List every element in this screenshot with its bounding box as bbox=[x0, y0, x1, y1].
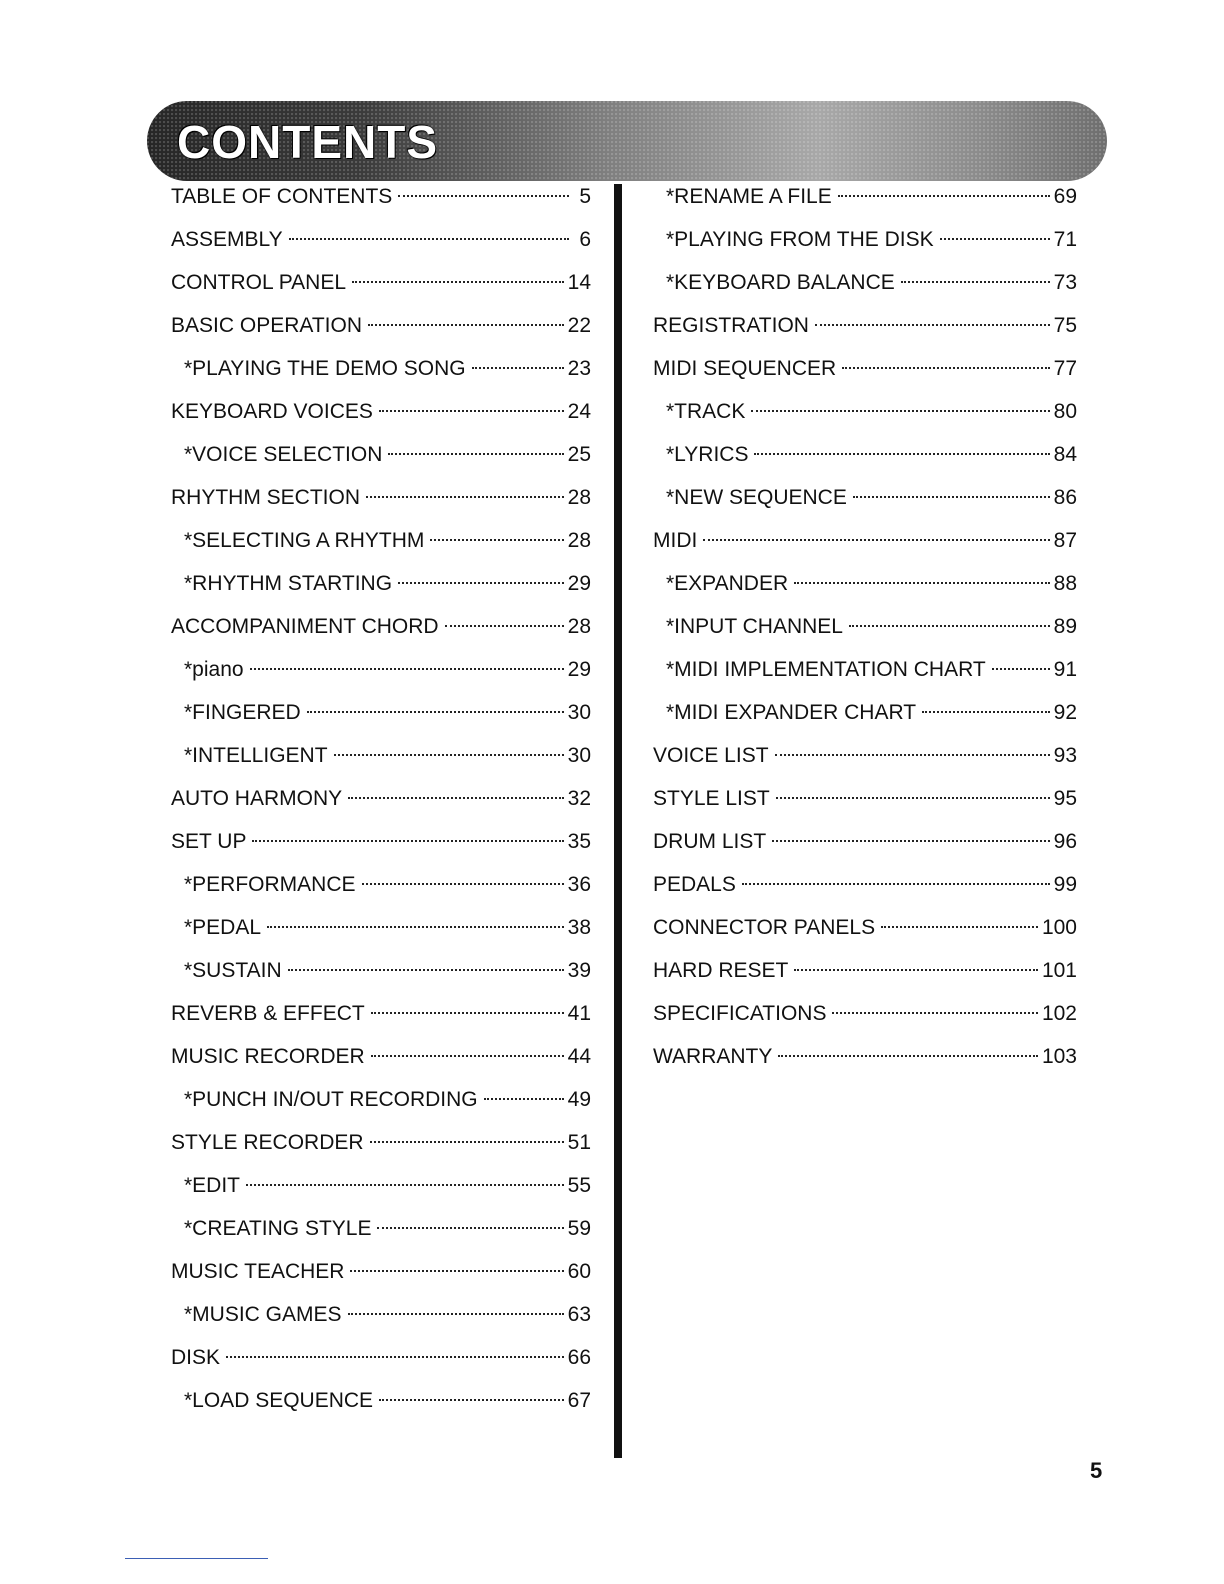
toc-entry-page: 93 bbox=[1053, 744, 1077, 767]
toc-leader-dots bbox=[289, 238, 569, 240]
toc-entry-label: VOICE LIST bbox=[653, 744, 769, 767]
toc-leader-dots bbox=[922, 711, 1050, 713]
toc-entry[interactable] bbox=[653, 906, 1077, 949]
toc-leader-dots bbox=[445, 625, 564, 627]
toc-leader-dots bbox=[472, 367, 564, 369]
toc-entry-page: 28 bbox=[567, 486, 591, 509]
toc-entry-page: 99 bbox=[1053, 873, 1077, 896]
toc-leader-dots bbox=[371, 1055, 564, 1057]
toc-entry-page: 80 bbox=[1053, 400, 1077, 423]
toc-leader-dots bbox=[794, 969, 1038, 971]
toc-entry[interactable] bbox=[171, 390, 591, 433]
toc-entry-label: MUSIC RECORDER bbox=[171, 1045, 365, 1068]
toc-entry-label: *INTELLIGENT bbox=[184, 744, 328, 767]
toc-entry-label: *EDIT bbox=[184, 1174, 241, 1197]
toc-entry-page: 103 bbox=[1041, 1045, 1077, 1068]
toc-entry-page: 73 bbox=[1053, 271, 1077, 294]
toc-entry-label: KEYBOARD VOICES bbox=[171, 400, 373, 423]
toc-entry-label: *CREATING STYLE bbox=[184, 1217, 372, 1240]
toc-entry-page: 91 bbox=[1053, 658, 1077, 681]
toc-leader-dots bbox=[252, 840, 563, 842]
toc-entry-label: MUSIC TEACHER bbox=[171, 1260, 345, 1283]
toc-leader-dots bbox=[398, 582, 564, 584]
toc-entry[interactable] bbox=[653, 863, 1077, 906]
toc-entry-label: *KEYBOARD BALANCE bbox=[666, 271, 895, 294]
toc-entry[interactable] bbox=[653, 648, 1077, 691]
toc-entry-label: DRUM LIST bbox=[653, 830, 767, 853]
toc-entry-label: REVERB & EFFECT bbox=[171, 1002, 365, 1025]
toc-leader-dots bbox=[838, 195, 1050, 197]
toc-entry-label: *SELECTING A RHYTHM bbox=[184, 529, 425, 552]
toc-entry-label: *SUSTAIN bbox=[184, 959, 282, 982]
toc-entry-page: 63 bbox=[567, 1303, 591, 1326]
toc-entry-label: TABLE OF CONTENTS bbox=[171, 185, 393, 208]
toc-leader-dots bbox=[849, 625, 1050, 627]
toc-leader-dots bbox=[370, 1141, 564, 1143]
page-title: CONTENTS bbox=[177, 116, 438, 168]
toc-leader-dots bbox=[362, 883, 564, 885]
toc-entry-page: 32 bbox=[567, 787, 591, 810]
toc-entry-page: 59 bbox=[567, 1217, 591, 1240]
toc-entry[interactable] bbox=[653, 218, 1077, 261]
toc-entry[interactable] bbox=[653, 390, 1077, 433]
toc-entry-label: *MIDI IMPLEMENTATION CHART bbox=[666, 658, 986, 681]
toc-entry-label: MIDI SEQUENCER bbox=[653, 357, 837, 380]
toc-entry-label: *piano bbox=[184, 658, 244, 681]
toc-leader-dots bbox=[775, 754, 1050, 756]
page-number: 5 bbox=[1090, 1458, 1103, 1483]
toc-entry-page: 6 bbox=[579, 228, 591, 251]
toc-entry-page: 41 bbox=[567, 1002, 591, 1025]
toc-leader-dots bbox=[430, 539, 563, 541]
toc-entry-page: 102 bbox=[1041, 1002, 1077, 1025]
toc-entry-label: *MUSIC GAMES bbox=[184, 1303, 342, 1326]
toc-entry[interactable] bbox=[171, 1293, 591, 1336]
toc-entry-page: 23 bbox=[567, 357, 591, 380]
toc-entry-page: 22 bbox=[567, 314, 591, 337]
toc-entry-page: 44 bbox=[567, 1045, 591, 1068]
toc-entry-label: WARRANTY bbox=[653, 1045, 773, 1068]
toc-entry-label: HARD RESET bbox=[653, 959, 789, 982]
toc-entry-page: 77 bbox=[1053, 357, 1077, 380]
toc-entry-page: 75 bbox=[1053, 314, 1077, 337]
toc-entry-label: ASSEMBLY bbox=[171, 228, 283, 251]
toc-leader-dots bbox=[940, 238, 1050, 240]
toc-entry-label: AUTO HARMONY bbox=[171, 787, 343, 810]
toc-entry-page: 69 bbox=[1053, 185, 1077, 208]
toc-entry-label: REGISTRATION bbox=[653, 314, 809, 337]
toc-entry-page: 89 bbox=[1053, 615, 1077, 638]
toc-leader-dots bbox=[388, 453, 563, 455]
toc-entry[interactable] bbox=[171, 734, 591, 777]
toc-entry[interactable] bbox=[653, 519, 1077, 562]
toc-entry[interactable] bbox=[653, 777, 1077, 820]
toc-entry-label: ACCOMPANIMENT CHORD bbox=[171, 615, 439, 638]
toc-leader-dots bbox=[226, 1356, 564, 1358]
toc-leader-dots bbox=[772, 840, 1049, 842]
toc-entry-label: SPECIFICATIONS bbox=[653, 1002, 827, 1025]
footer-rule bbox=[125, 1558, 268, 1559]
toc-entry[interactable] bbox=[653, 347, 1077, 390]
toc-leader-dots bbox=[246, 1184, 564, 1186]
toc-entry-label: *VOICE SELECTION bbox=[184, 443, 383, 466]
toc-entry[interactable] bbox=[171, 605, 591, 648]
toc-entry-label: BASIC OPERATION bbox=[171, 314, 362, 337]
toc-entry[interactable] bbox=[653, 691, 1077, 734]
toc-leader-dots bbox=[350, 1270, 563, 1272]
toc-entry-page: 36 bbox=[567, 873, 591, 896]
toc-entry-label: *PEDAL bbox=[184, 916, 262, 939]
toc-entry-label: *PERFORMANCE bbox=[184, 873, 356, 896]
toc-entry[interactable] bbox=[653, 433, 1077, 476]
toc-leader-dots bbox=[881, 926, 1038, 928]
toc-entry-page: 38 bbox=[567, 916, 591, 939]
toc-entry-page: 29 bbox=[567, 572, 591, 595]
toc-entry[interactable] bbox=[171, 1207, 591, 1250]
contents-banner bbox=[147, 101, 1107, 181]
toc-leader-dots bbox=[776, 797, 1050, 799]
toc-leader-dots bbox=[751, 410, 1049, 412]
toc-entry-label: DISK bbox=[171, 1346, 221, 1369]
toc-entry-page: 30 bbox=[567, 744, 591, 767]
toc-entry-label: *LYRICS bbox=[666, 443, 749, 466]
toc-entry-label: MIDI bbox=[653, 529, 698, 552]
toc-leader-dots bbox=[379, 1399, 564, 1401]
toc-leader-dots bbox=[371, 1012, 564, 1014]
toc-entry-label: PEDALS bbox=[653, 873, 736, 896]
toc-entry-label: RHYTHM SECTION bbox=[171, 486, 360, 509]
toc-leader-dots bbox=[815, 324, 1050, 326]
toc-entry-page: 29 bbox=[567, 658, 591, 681]
toc-entry[interactable] bbox=[171, 1164, 591, 1207]
toc-leader-dots bbox=[307, 711, 564, 713]
toc-entry[interactable] bbox=[171, 992, 591, 1035]
toc-leader-dots bbox=[366, 496, 564, 498]
toc-entry[interactable] bbox=[653, 562, 1077, 605]
toc-entry-label: *MIDI EXPANDER CHART bbox=[666, 701, 917, 724]
toc-entry-label: *LOAD SEQUENCE bbox=[184, 1389, 374, 1412]
toc-entry-label: *EXPANDER bbox=[666, 572, 789, 595]
toc-entry-label: STYLE RECORDER bbox=[171, 1131, 364, 1154]
toc-entry-label: *RHYTHM STARTING bbox=[184, 572, 393, 595]
toc-entry[interactable] bbox=[171, 261, 591, 304]
toc-entry[interactable] bbox=[171, 562, 591, 605]
toc-leader-dots bbox=[703, 539, 1049, 541]
toc-leader-dots bbox=[992, 668, 1050, 670]
toc-entry[interactable] bbox=[171, 1379, 591, 1422]
toc-leader-dots bbox=[348, 797, 564, 799]
toc-leader-dots bbox=[842, 367, 1049, 369]
toc-entry-page: 92 bbox=[1053, 701, 1077, 724]
toc-entry-page: 39 bbox=[567, 959, 591, 982]
toc-leader-dots bbox=[398, 195, 569, 197]
toc-entry-page: 55 bbox=[567, 1174, 591, 1197]
toc-entry-label: *RENAME A FILE bbox=[666, 185, 832, 208]
toc-entry-page: 100 bbox=[1041, 916, 1077, 939]
toc-entry-page: 28 bbox=[567, 615, 591, 638]
toc-entry[interactable] bbox=[653, 992, 1077, 1035]
toc-leader-dots bbox=[288, 969, 564, 971]
toc-entry[interactable] bbox=[171, 691, 591, 734]
toc-entry-page: 51 bbox=[567, 1131, 591, 1154]
toc-entry[interactable] bbox=[653, 949, 1077, 992]
toc-left-column bbox=[171, 175, 591, 1422]
toc-entry[interactable] bbox=[653, 820, 1077, 863]
toc-entry[interactable] bbox=[171, 949, 591, 992]
toc-entry[interactable] bbox=[653, 304, 1077, 347]
toc-entry[interactable] bbox=[171, 820, 591, 863]
toc-entry[interactable] bbox=[171, 476, 591, 519]
toc-entry-page: 96 bbox=[1053, 830, 1077, 853]
toc-entry-page: 67 bbox=[567, 1389, 591, 1412]
toc-entry-label: *PLAYING THE DEMO SONG bbox=[184, 357, 466, 380]
toc-entry-label: CONNECTOR PANELS bbox=[653, 916, 876, 939]
toc-entry-page: 86 bbox=[1053, 486, 1077, 509]
toc-leader-dots bbox=[267, 926, 564, 928]
toc-leader-dots bbox=[334, 754, 564, 756]
toc-entry-page: 101 bbox=[1041, 959, 1077, 982]
toc-entry-label: *TRACK bbox=[666, 400, 746, 423]
toc-entry[interactable] bbox=[171, 1121, 591, 1164]
toc-entry-page: 35 bbox=[567, 830, 591, 853]
toc-leader-dots bbox=[832, 1012, 1037, 1014]
toc-entry[interactable] bbox=[653, 476, 1077, 519]
toc-leader-dots bbox=[348, 1313, 564, 1315]
toc-entry[interactable] bbox=[171, 1336, 591, 1379]
toc-entry-page: 88 bbox=[1053, 572, 1077, 595]
toc-entry-page: 24 bbox=[567, 400, 591, 423]
toc-entry-page: 60 bbox=[567, 1260, 591, 1283]
toc-leader-dots bbox=[794, 582, 1049, 584]
toc-entry-page: 95 bbox=[1053, 787, 1077, 810]
toc-leader-dots bbox=[484, 1098, 564, 1100]
toc-entry[interactable] bbox=[171, 1035, 591, 1078]
toc-entry[interactable] bbox=[171, 777, 591, 820]
toc-entry[interactable] bbox=[171, 1078, 591, 1121]
toc-leader-dots bbox=[368, 324, 564, 326]
toc-leader-dots bbox=[377, 1227, 563, 1229]
toc-leader-dots bbox=[742, 883, 1050, 885]
toc-entry-label: *INPUT CHANNEL bbox=[666, 615, 843, 638]
toc-entry[interactable] bbox=[653, 1035, 1077, 1078]
toc-leader-dots bbox=[754, 453, 1049, 455]
toc-entry[interactable] bbox=[171, 175, 591, 218]
toc-entry-page: 49 bbox=[567, 1088, 591, 1111]
toc-entry-page: 14 bbox=[567, 271, 591, 294]
toc-right-column bbox=[653, 175, 1077, 1078]
toc-entry-label: *PUNCH IN/OUT RECORDING bbox=[184, 1088, 478, 1111]
toc-entry[interactable] bbox=[171, 519, 591, 562]
toc-entry[interactable] bbox=[171, 863, 591, 906]
toc-entry-label: SET UP bbox=[171, 830, 247, 853]
toc-entry-label: CONTROL PANEL bbox=[171, 271, 347, 294]
toc-leader-dots bbox=[352, 281, 564, 283]
toc-leader-dots bbox=[901, 281, 1050, 283]
toc-entry-label: *FINGERED bbox=[184, 701, 301, 724]
toc-entry-page: 30 bbox=[567, 701, 591, 724]
toc-entry-label: *PLAYING FROM THE DISK bbox=[666, 228, 934, 251]
toc-entry-page: 84 bbox=[1053, 443, 1077, 466]
toc-entry[interactable] bbox=[171, 304, 591, 347]
column-divider bbox=[614, 184, 622, 1458]
toc-entry[interactable] bbox=[171, 218, 591, 261]
toc-entry[interactable] bbox=[653, 734, 1077, 777]
toc-entry[interactable] bbox=[171, 347, 591, 390]
toc-entry[interactable] bbox=[171, 648, 591, 691]
toc-entry-page: 28 bbox=[567, 529, 591, 552]
toc-leader-dots bbox=[778, 1055, 1038, 1057]
toc-entry[interactable] bbox=[653, 605, 1077, 648]
toc-leader-dots bbox=[379, 410, 564, 412]
toc-entry-label: *NEW SEQUENCE bbox=[666, 486, 847, 509]
toc-entry[interactable] bbox=[171, 433, 591, 476]
toc-entry-page: 66 bbox=[567, 1346, 591, 1369]
toc-entry-page: 25 bbox=[567, 443, 591, 466]
toc-leader-dots bbox=[853, 496, 1050, 498]
toc-entry-label: STYLE LIST bbox=[653, 787, 770, 810]
toc-entry-page: 5 bbox=[579, 185, 591, 208]
toc-entry-page: 71 bbox=[1053, 228, 1077, 251]
toc-entry-page: 87 bbox=[1053, 529, 1077, 552]
toc-leader-dots bbox=[250, 668, 564, 670]
toc-entry[interactable] bbox=[171, 906, 591, 949]
toc-entry[interactable] bbox=[653, 175, 1077, 218]
toc-entry[interactable] bbox=[171, 1250, 591, 1293]
toc-entry[interactable] bbox=[653, 261, 1077, 304]
